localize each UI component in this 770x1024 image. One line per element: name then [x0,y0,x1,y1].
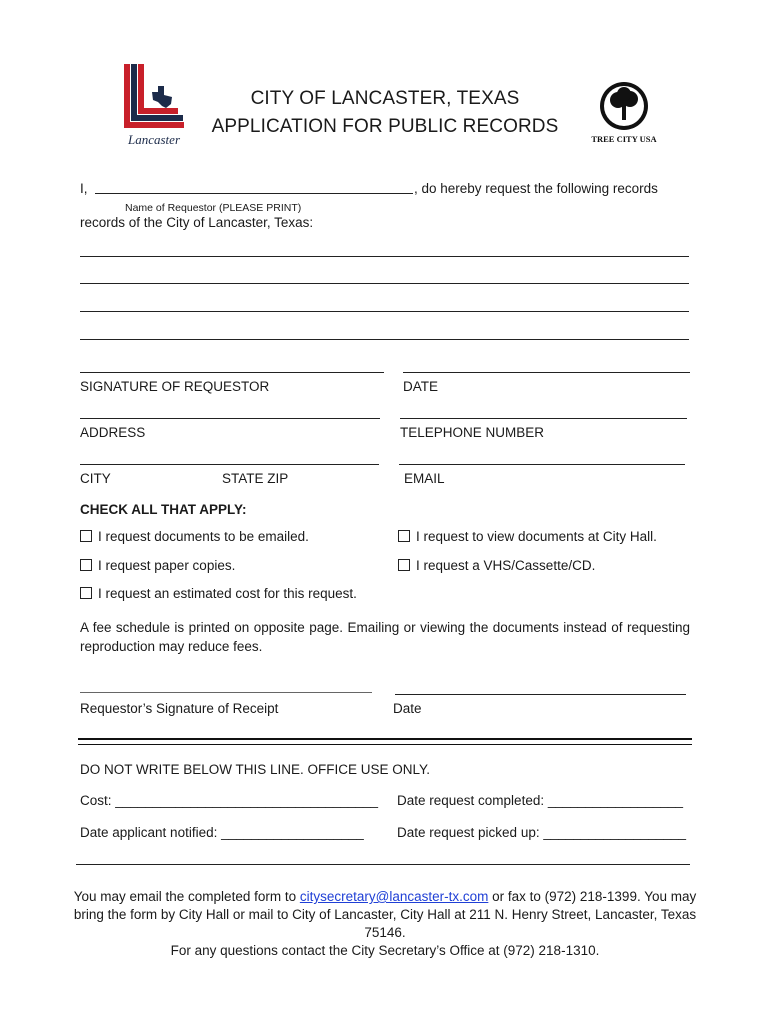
footer-line1 [40,888,730,906]
logo-lancaster-text: Lancaster [128,132,180,147]
office-date-notified[interactable]: Date applicant notified: ___________________ [80,825,364,840]
footer-line1-a: You may email the completed form to [73,889,300,904]
email-link[interactable]: citysecretary@lancaster-tx.com [299,889,489,904]
email-label: EMAIL [404,471,445,486]
footer-line1-b: or fax to (972) 218-1399. You may [488,889,697,904]
checkbox-icon[interactable] [398,559,410,571]
receipt-date-label: Date [393,701,422,716]
state-zip-label: STATE ZIP [222,471,289,486]
checkbox-icon[interactable] [398,530,410,542]
receipt-signature-line[interactable] [80,692,372,693]
check-paper-label: I request paper copies. [98,558,236,573]
check-view-city-hall[interactable] [398,528,657,546]
check-paper-copies[interactable] [80,557,235,575]
footer-line3: 75146. [364,925,406,940]
footer-line4: For any questions contact the City Secretary’s Office at (972) 218-1310. [170,943,600,958]
footer-line2: bring the form by City Hall or mail to City of Lancaster, City Hall at 211 N. Henry Street, Lancaster, Texas [73,907,697,922]
signature-label: SIGNATURE OF REQUESTOR [80,379,270,394]
date-line[interactable] [403,372,690,373]
requestor-name-line[interactable] [95,193,413,194]
request-suffix: , do hereby request the following records [414,181,658,196]
email-line[interactable] [399,464,685,465]
requestor-name-caption: Name of Requestor (PLEASE PRINT) [125,202,302,214]
signature-line[interactable] [80,372,384,373]
office-bottom-line [76,864,690,865]
tree-city-usa-logo [588,80,660,150]
request-line2: records of the City of Lancaster, Texas: [80,215,314,230]
telephone-line[interactable] [400,418,687,419]
records-line-2[interactable] [80,283,689,284]
check-view-label: I request to view documents at City Hall. [416,529,657,544]
check-estimate-label: I request an estimated cost for this request. [98,586,357,601]
date-label: DATE [403,379,439,394]
office-date-completed[interactable]: Date request completed: __________________ [397,793,683,808]
checkbox-icon[interactable] [80,530,92,542]
request-prefix: I, [80,181,88,196]
page-title-line2: APPLICATION FOR PUBLIC RECORDS [211,116,559,137]
check-emailed-label: I request documents to be emailed. [98,529,309,544]
telephone-label: TELEPHONE NUMBER [400,425,545,440]
office-cost[interactable]: Cost: ___________________________________ [80,793,379,808]
divider-rule-top [78,738,692,740]
receipt-date-line[interactable] [395,694,686,695]
office-date-picked-up[interactable]: Date request picked up: ___________________ [397,825,686,840]
checkbox-icon[interactable] [80,587,92,599]
address-line[interactable] [80,418,380,419]
records-line-4[interactable] [80,339,689,340]
receipt-signature-label: Requestor’s Signature of Receipt [80,701,279,716]
check-all-heading: CHECK ALL THAT APPLY: [80,502,247,517]
check-emailed[interactable] [80,528,309,546]
records-line-3[interactable] [80,311,689,312]
check-vhs[interactable] [398,557,595,575]
checkbox-icon[interactable] [80,559,92,571]
city-of-lancaster-logo [118,62,194,150]
check-estimated-cost[interactable] [80,585,357,603]
divider-rule-bottom [78,744,692,745]
city-label: CITY [80,471,111,486]
page-title-line1: CITY OF LANCASTER, TEXAS [250,88,520,109]
fee-note: A fee schedule is printed on opposite page. Emailing or viewing the documents instead of requesting reproduction may reduce fees. [80,620,690,654]
records-line-1[interactable] [80,256,689,257]
office-use-heading: DO NOT WRITE BELOW THIS LINE. OFFICE USE ONLY. [80,762,431,777]
city-state-zip-line[interactable] [80,464,379,465]
tree-city-text: TREE CITY USA [591,134,657,144]
address-label: ADDRESS [80,425,146,440]
check-vhs-label: I request a VHS/Cassette/CD. [416,558,596,573]
